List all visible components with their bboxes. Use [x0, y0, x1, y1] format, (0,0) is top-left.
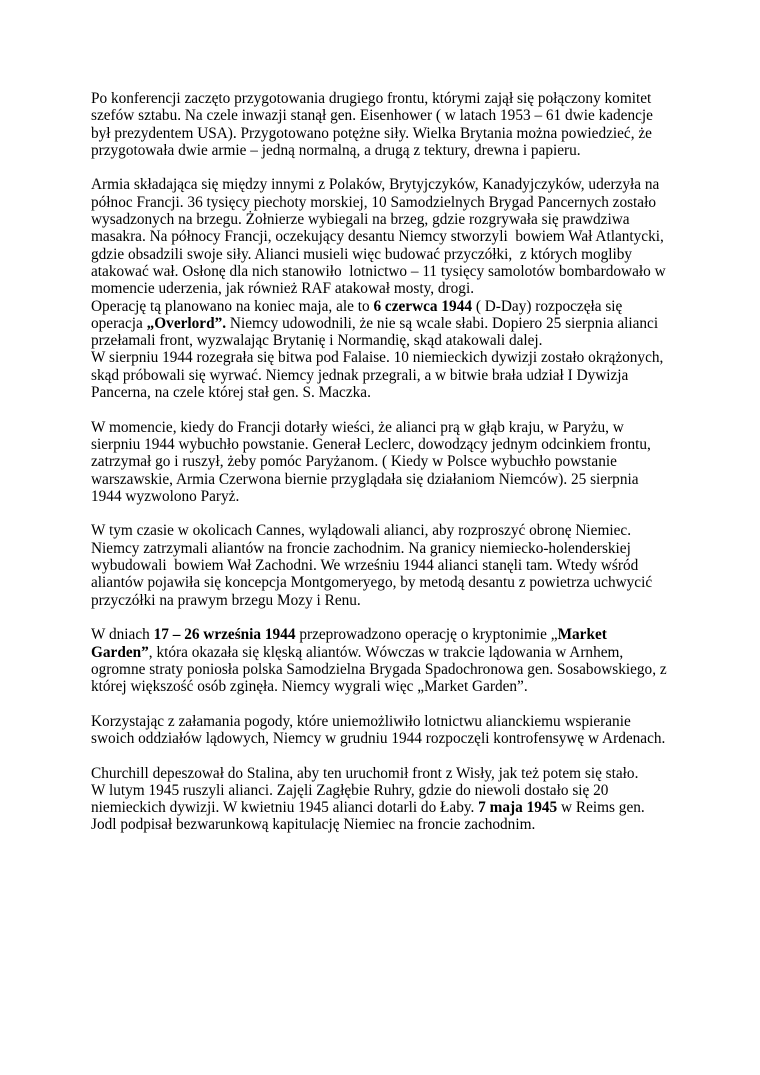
bold-text-run: 6 czerwca 1944: [373, 297, 472, 315]
paragraph-block: [91, 522, 672, 608]
paragraph: [91, 298, 672, 350]
paragraph-block: [91, 419, 672, 505]
bold-text-run: 7 maja 1945: [478, 799, 558, 817]
paragraph: [91, 626, 672, 695]
paragraph-block: [91, 626, 672, 695]
paragraph: [91, 522, 672, 608]
text-run: W momencie, kiedy do Francji dotarły wieści, że alianci prą w głąb kraju, w Paryżu, w sierpniu 1944 wybuchło powstanie. Generał Leclerc, dowodzący jednym odcinkiem frontu, zatrzymał go i ruszył, żeby pomóc Paryżanom. ( Kiedy w Polsce wybuchło powstanie warszawskie, Armia Czerwona biernie przyglądała się działaniom Niemców). 25 sierpnia 1944 wyzwolono Paryż.: [91, 418, 655, 505]
paragraph-block: [91, 176, 672, 401]
paragraph: [91, 765, 672, 782]
paragraph-block: [91, 713, 672, 748]
text-run: Operację tą planowano na koniec maja, ale to: [91, 297, 374, 315]
document-body: [91, 90, 672, 834]
text-run: w Reims gen. Jodl podpisał bezwarunkową kapitulację Niemiec na froncie zachodnim.: [91, 799, 649, 834]
text-run: Po konferencji zaczęto przygotowania drugiego frontu, którymi zajął się połączony komitet szefów sztabu. Na czele inwazji stanął gen. Eisenhower ( w latach 1953 – 61 dwie kadencje był prezydentem USA). Przygotowano potężne siły. Wielka Brytania można powiedzieć, że przygotowała dwie armie – jedną normalną, a drugą z tektury, drewna i papieru.: [91, 90, 657, 159]
text-run: ( D-Day) rozpoczęła się operacja: [91, 297, 627, 332]
paragraph: [91, 713, 672, 748]
text-run: W dniach: [91, 626, 154, 644]
paragraph: [91, 176, 672, 297]
text-run: W sierpniu 1944 rozegrała się bitwa pod Falaise. 10 niemieckich dywizji zostało okrążonych, skąd próbowali się wyrwać. Niemcy jednak przegrali, a w bitwie brała udział I Dywizja Pancerna, na czele której stał gen. S. Maczka.: [91, 349, 668, 402]
bold-text-run: 17 – 26 września 1944: [153, 626, 296, 644]
paragraph: [91, 349, 672, 401]
paragraph: [91, 419, 672, 505]
text-run: W lutym 1945 ruszyli alianci. Zajęli Zagłębie Ruhry, gdzie do niewoli dostało się 20 niemieckich dywizji. W kwietniu 1945 alianci dotarli do Łaby.: [91, 781, 613, 817]
text-run: W tym czasie w okolicach Cannes, wylądowali alianci, aby rozproszyć obronę Niemiec. Niemcy zatrzymali aliantów na froncie zachodnim. Na granicy niemiecko-holenderskiej wybudowali bowiem Wał Zachodni. We wrześniu 1944 alianci stanęli tam. Wtedy wśród aliantów pojawiła się koncepcja Montgomeryego, by metodą desantu z powietrza uchwycić przyczółki na prawym brzegu Mozy i Renu.: [91, 522, 656, 609]
text-run: , która okazała się klęską aliantów. Wówczas w trakcie lądowania w Arnhem, ogromne straty poniosła polska Samodzielna Brygada Spadochronowa gen. Sosabowskiego, z której większość osób zginęła. Niemcy wygrali więc „Market Garden”.: [91, 643, 671, 696]
paragraph: [91, 782, 672, 834]
bold-text-run: Market Garden”: [91, 626, 611, 661]
text-run: przeprowadzono operację o kryptonimie „: [295, 626, 558, 644]
text-run: Armia składająca się między innymi z Polaków, Brytyjczyków, Kanadyjczyków, uderzyła na północ Francji. 36 tysięcy piechoty morskiej, 10 Samodzielnych Brygad Pancernych zostało wysadzonych na brzegu. Żołnierze wybiegali na brzeg, gdzie rozgrywała się prawdziwa masakra. Na północy Francji, oczekujący desantu Niemcy stworzyli bowiem Wał Atlantycki, gdzie obsadzili swoje siły. Alianci musieli więc budować przyczółki, z których mogliby atakować wał. Osłonę dla nich stanowiło lotnictwo – 11 tysięcy samolotów bombardowało w momencie uderzenia, jak również RAF atakował mosty, drogi.: [91, 176, 670, 298]
text-run: Niemcy udowodnili, że nie są wcale słabi. Dopiero 25 sierpnia alianci przełamali front, wyzwalając Brytanię i Normandię, skąd atakowali dalej.: [91, 314, 662, 350]
paragraph: [91, 90, 672, 159]
paragraph-block: [91, 765, 672, 834]
bold-text-run: „Overlord”.: [146, 314, 227, 332]
paragraph-block: [91, 90, 672, 159]
text-run: Churchill depeszował do Stalina, aby ten uruchomił front z Wisły, jak też potem się stało.: [91, 764, 639, 782]
text-run: Korzystając z załamania pogody, które uniemożliwiło lotnictwu alianckiemu wspieranie swoich oddziałów lądowych, Niemcy w grudniu 1944 rozpoczęli kontrofensywę w Ardenach.: [91, 712, 666, 747]
